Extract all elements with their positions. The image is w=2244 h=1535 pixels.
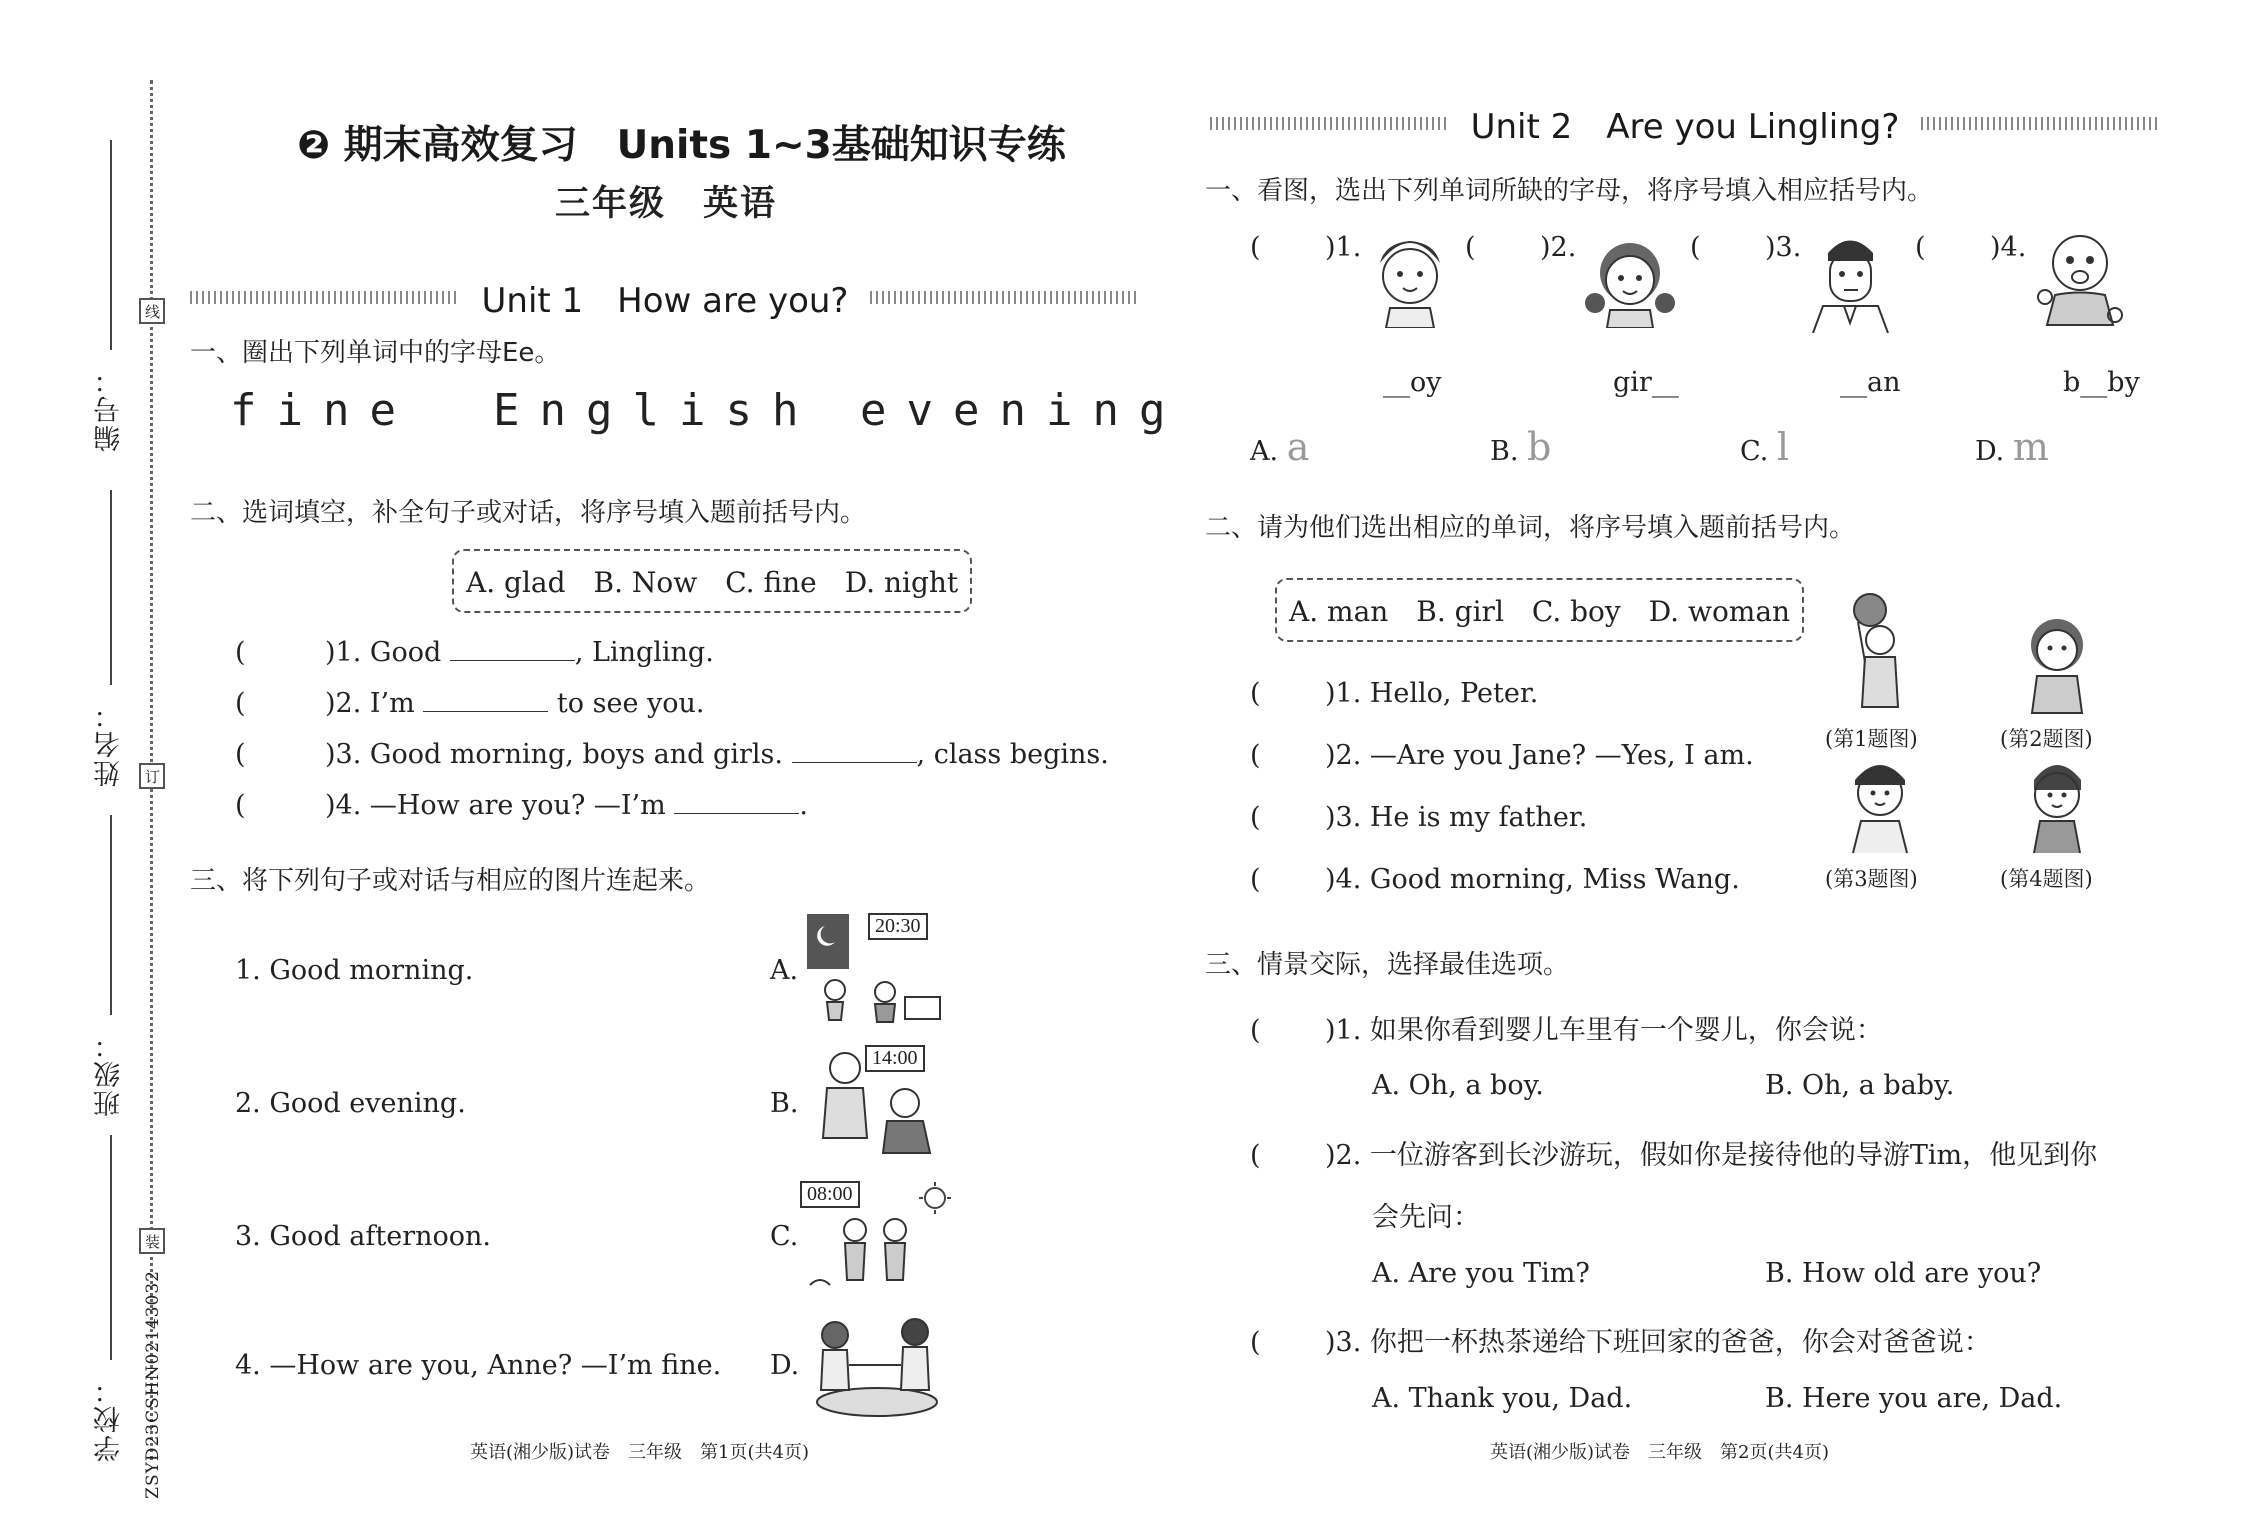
p2-section1-heading: 一、看图，选出下列单词所缺的字母，将序号填入相应括号内。	[1205, 176, 1934, 206]
clock-a: 20:30	[868, 913, 928, 940]
answer-blank[interactable]	[423, 687, 548, 712]
figure-2-picture	[2020, 610, 2095, 719]
name-field[interactable]	[110, 490, 112, 685]
p2-s3-q2: ( )2. 一位游客到长沙游玩，假如你是接待他的导游Tim，他见到你	[1250, 1140, 2098, 1171]
page-title: ❷ 期末高效复习 Units 1~3基础知识专练	[297, 123, 1066, 168]
p1-section3-heading: 三、将下列句子或对话与相应的图片连起来。	[190, 866, 711, 896]
p2-word-4: b__by	[2063, 367, 2140, 398]
p2-option-b: B. b	[1490, 425, 1552, 469]
word-fine[interactable]: fine	[230, 385, 416, 436]
p2-item1-label: ( )1.	[1250, 232, 1362, 263]
p1-fill-item-3: ( )3. Good morning, boys and girls. , class begins.	[235, 739, 1109, 770]
p1-fill-item-4: ( )4. —How are you? —I’m .	[235, 790, 808, 821]
word-evening[interactable]: evening	[860, 385, 1186, 436]
p2-item4-label: ( )4.	[1915, 232, 2027, 263]
unit1-title: Unit 1 How are you?	[481, 280, 849, 321]
p2-option-c: C. l	[1740, 425, 1790, 469]
binding-mark-ding: 订	[139, 763, 165, 789]
p2-s3-q2-option-a[interactable]: A. Are you Tim?	[1372, 1258, 1590, 1289]
p2-s2-item-1: ( )1. Hello, Peter.	[1250, 678, 1539, 709]
p2-s3-q3-option-a[interactable]: A. Thank you, Dad.	[1372, 1383, 1633, 1414]
match-letter-c: C.	[770, 1221, 799, 1252]
answer-blank[interactable]	[792, 738, 917, 763]
clock-c: 08:00	[800, 1181, 860, 1208]
answer-blank[interactable]	[674, 789, 799, 814]
p2-s2-item-4: ( )4. Good morning, Miss Wang.	[1250, 864, 1740, 895]
school-field[interactable]	[110, 1135, 112, 1360]
p2-option-d: D. m	[1975, 425, 2049, 469]
page-subtitle: 三年级 英语	[555, 184, 778, 224]
binding-mark-zhuang: 装	[139, 1228, 165, 1254]
id-label: 编号：	[94, 365, 125, 452]
p1-fill-item-2: ( )2. I’m to see you.	[235, 688, 705, 719]
p1-fill-item-1: ( )1. Good , Lingling.	[235, 637, 714, 668]
p2-s2-item-3: ( )3. He is my father.	[1250, 802, 1588, 833]
baby-picture	[2035, 225, 2125, 334]
figure-1-caption: (第1题图)	[1825, 727, 1918, 751]
id-field[interactable]	[110, 140, 112, 350]
figure-4-caption: (第4题图)	[2000, 867, 2093, 891]
boy-face-picture	[1370, 228, 1450, 332]
match-sentence-3[interactable]: 3. Good afternoon.	[235, 1221, 491, 1252]
p1-word-options-box: A. glad B. Now C. fine D. night	[452, 549, 972, 613]
match-letter-a: A.	[770, 955, 799, 986]
unit2-title: Unit 2 Are you Lingling?	[1470, 106, 1900, 147]
p2-s3-q2-option-b[interactable]: B. How old are you?	[1765, 1258, 2042, 1289]
p2-item2-label: ( )2.	[1465, 232, 1577, 263]
binding-mark-xian: 线	[139, 298, 165, 324]
page2-footer: 英语(湘少版)试卷 三年级 第2页(共4页)	[1490, 1442, 1829, 1463]
p2-s3-q1-option-b[interactable]: B. Oh, a baby.	[1765, 1070, 1955, 1101]
girl-face-picture	[1583, 228, 1678, 332]
p2-section3-heading: 三、情景交际，选择最佳选项。	[1205, 950, 1570, 980]
unit1-header	[190, 277, 1140, 321]
answer-blank[interactable]	[450, 636, 575, 661]
unit2-header	[1210, 103, 2160, 147]
figure-4-picture	[2020, 755, 2095, 859]
p2-item3-label: ( )3.	[1690, 232, 1802, 263]
figure-2-caption: (第2题图)	[2000, 727, 2093, 751]
match-sentence-1[interactable]: 1. Good morning.	[235, 955, 474, 986]
paper-code: ZSYD23CSHN02143032	[143, 1270, 163, 1499]
p1-section2-heading: 二、选词填空，补全句子或对话，将序号填入题前括号内。	[190, 498, 867, 528]
p2-word-2: gir__	[1613, 367, 1679, 398]
figure-3-picture	[1843, 755, 1918, 859]
name-label: 姓名：	[94, 700, 125, 787]
match-sentence-2[interactable]: 2. Good evening.	[235, 1088, 466, 1119]
figure-3-caption: (第3题图)	[1825, 867, 1918, 891]
match-letter-b: B.	[770, 1088, 799, 1119]
p2-s3-q1-option-a[interactable]: A. Oh, a boy.	[1372, 1070, 1544, 1101]
match-sentence-4[interactable]: 4. —How are you, Anne? —I’m fine.	[235, 1350, 722, 1381]
school-label: 学校：	[94, 1375, 125, 1462]
p2-word-1: __oy	[1383, 367, 1442, 398]
match-picture-d[interactable]	[805, 1310, 950, 1420]
p2-s3-q3-option-b[interactable]: B. Here you are, Dad.	[1765, 1383, 2063, 1414]
match-letter-d: D.	[770, 1350, 800, 1381]
page1-footer: 英语(湘少版)试卷 三年级 第1页(共4页)	[470, 1442, 809, 1463]
p2-s3-q2-continued: 会先问：	[1372, 1202, 1480, 1233]
class-field[interactable]	[110, 815, 112, 1015]
man-face-picture	[1808, 228, 1893, 337]
p2-option-a: A. a	[1250, 425, 1310, 469]
p2-s3-q1: ( )1. 如果你看到婴儿车里有一个婴儿，你会说：	[1250, 1015, 1883, 1046]
figure-1-picture	[1840, 592, 1920, 716]
p2-word-options-box: A. man B. girl C. boy D. woman	[1275, 578, 1804, 642]
p2-s2-item-2: ( )2. —Are you Jane? —Yes, I am.	[1250, 740, 1754, 771]
p2-s3-q3: ( )3. 你把一杯热茶递给下班回家的爸爸，你会对爸爸说：	[1250, 1327, 1991, 1358]
p2-word-3: __an	[1840, 367, 1901, 398]
class-label: 班级：	[94, 1030, 125, 1117]
clock-b: 14:00	[865, 1045, 925, 1072]
p2-section2-heading: 二、请为他们选出相应的单词，将序号填入题前括号内。	[1205, 513, 1856, 543]
word-english[interactable]: English	[493, 385, 819, 436]
p1-section1-heading: 一、圈出下列单词中的字母Ee。	[190, 338, 561, 368]
